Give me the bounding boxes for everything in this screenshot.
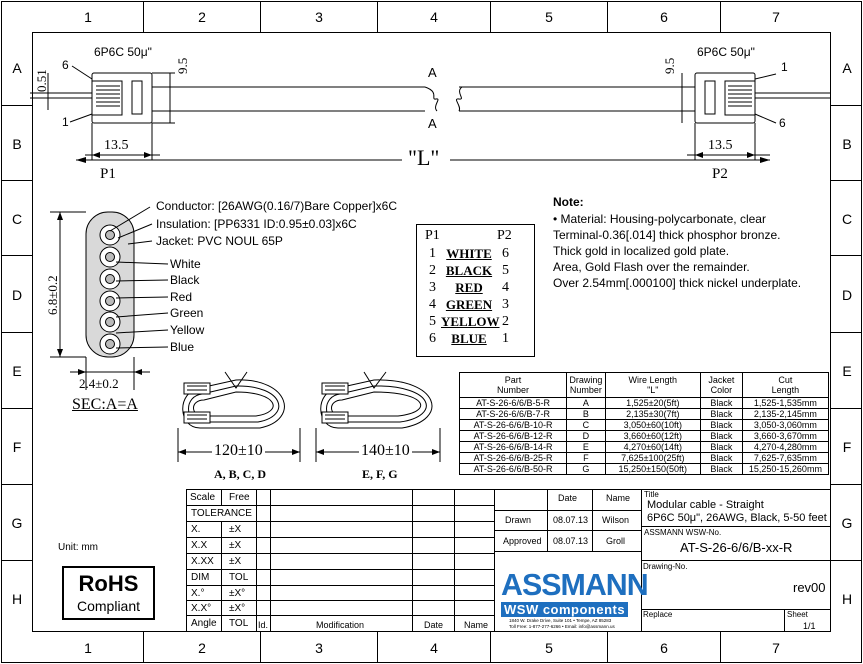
wsw-no-value: AT-S-26-6/6/B-xx-R [680, 540, 793, 555]
parts-table-cell: Black [700, 431, 742, 442]
insulation-label: Insulation: [PP6331 ID:0.95±0.03]x6C [156, 217, 357, 231]
coil-2-labels: E, F, G [362, 467, 398, 481]
parts-table-header: Jacket Color [700, 373, 742, 398]
title-line-2: 6P6C 50μ", 26AWG, Black, 5-50 feet [647, 512, 827, 524]
tolerance-value: ±X [229, 556, 242, 567]
zone-col-4-bottom: 4 [430, 640, 438, 656]
zone-row-h-right: H [841, 591, 853, 607]
conductor-label: Conductor: [26AWG(0.16/7)Bare Copper]x6C [156, 199, 398, 213]
parts-table-header: Wire Length "L" [605, 373, 700, 398]
pinout-wire-color: BLUE [451, 331, 487, 346]
sheet-label: Sheet [787, 610, 808, 619]
pinout-wire-color: WHITE [446, 246, 492, 261]
parts-table-cell: 7,625-7,635mm [742, 453, 828, 464]
parts-table-cell: 3,050±60(10ft) [605, 420, 700, 431]
zone-row-c-right: C [841, 211, 853, 227]
tolerance-title: TOLERANCE [191, 508, 252, 519]
left-lead-dim: 0.51 [34, 69, 49, 92]
logo-brand: ASSMANN [501, 567, 648, 602]
title-line-1: Modular cable - Straight [647, 499, 764, 511]
tolerance-value: TOL [229, 618, 249, 629]
pinout-p1-pin: 1 [429, 246, 436, 261]
jacket-label: Jacket: PVC NOUL 65P [156, 234, 283, 248]
logo-address: 1840 W. Drake Drive, Suite 101 • Tempe, AZ 85283 [509, 618, 612, 623]
zone-col-2-top: 2 [198, 9, 206, 25]
note-line-5: Over 2.54mm[.000100] thick nickel underplate. [553, 276, 802, 290]
parts-table-cell: Black [700, 420, 742, 431]
rev-name-header: Name [464, 620, 489, 630]
logo-contact: Toll Free: 1-877-277-6266 • Email: info@assmann.us [509, 624, 615, 629]
scale-label: Scale [190, 492, 216, 503]
zone-col-1-bottom: 1 [84, 640, 92, 656]
note-line-1: • Material: Housing-polycarbonate, clear [553, 212, 766, 226]
tolerance-value: TOL [229, 572, 249, 583]
parts-table-header: Drawing Number [567, 373, 606, 398]
zone-col-1-top: 1 [84, 9, 92, 25]
parts-table-cell: 15,250±150(50ft) [605, 464, 700, 475]
left-pin-bottom: 1 [62, 115, 69, 129]
tolerance-dim: X.X° [191, 603, 212, 614]
parts-table-cell: AT-S-26-6/6/B-25-R [460, 453, 567, 464]
parts-table-cell: Black [700, 398, 742, 409]
zone-col-7-top: 7 [772, 9, 780, 25]
section-height-dim: 6.8±0.2 [45, 275, 60, 315]
parts-table-cell: AT-S-26-6/6/B-10-R [460, 420, 567, 431]
approved-date: 08.07.13 [553, 536, 589, 546]
drawn-name: Wilson [602, 515, 630, 525]
zone-row-f-right: F [842, 439, 852, 455]
right-connector-ref: P2 [712, 166, 728, 182]
approved-label: Approved [503, 536, 542, 546]
parts-table-header: Part Number [460, 373, 567, 398]
scale-value: Free [229, 492, 250, 503]
wire-color-white: White [170, 257, 201, 271]
right-pin-bottom: 6 [779, 116, 786, 130]
pinout-p1-pin: 5 [429, 314, 436, 329]
pinout-p1-pin: 4 [429, 297, 436, 312]
wire-color-yellow: Yellow [170, 323, 205, 337]
wire-color-red: Red [170, 290, 193, 304]
sheet-value: 1/1 [803, 621, 816, 631]
parts-table-cell: Black [700, 453, 742, 464]
left-height-dim: 9.5 [175, 57, 190, 74]
title-label: Title [644, 490, 659, 499]
pinout-p1-pin: 2 [429, 263, 436, 278]
zone-row-e-left: E [12, 363, 22, 379]
zone-row-c-left: C [11, 211, 23, 227]
zone-row-g-left: G [11, 515, 23, 531]
parts-table-cell: D [567, 431, 606, 442]
zone-row-h-left: H [11, 591, 23, 607]
pinout-header-p1: P1 [425, 228, 440, 243]
note-line-2: Terminal-0.36[.014] thick phosphor bronze. [553, 228, 781, 242]
zone-col-6-top: 6 [660, 9, 668, 25]
parts-table-cell: 4,270-4,280mm [742, 442, 828, 453]
left-length-dim: 13.5 [104, 138, 129, 153]
tolerance-dim: DIM [191, 572, 210, 583]
zone-col-4-top: 4 [430, 9, 438, 25]
parts-table-cell: 15,250-15,260mm [742, 464, 828, 475]
drawn-date: 08.07.13 [553, 515, 589, 525]
parts-table-cell: G [567, 464, 606, 475]
parts-table-cell: 1,525±20(5ft) [605, 398, 700, 409]
right-height-dim: 9.5 [662, 57, 677, 74]
pinout-wire-color: RED [455, 280, 483, 295]
zone-row-f-left: F [12, 439, 22, 455]
parts-table-cell: E [567, 442, 606, 453]
rev-date-header: Date [424, 620, 444, 630]
parts-table-cell: B [567, 409, 606, 420]
approval-name-header: Name [606, 493, 631, 503]
parts-table-cell: Black [700, 442, 742, 453]
pinout-p2-pin: 3 [502, 297, 509, 312]
parts-table-cell: 4,270±60(14ft) [605, 442, 700, 453]
tolerance-value: ±X [229, 540, 242, 551]
coil-1-dim: 120±10 [214, 442, 263, 459]
approval-date-header: Date [558, 493, 578, 503]
parts-table-cell: AT-S-26-6/6/B-50-R [460, 464, 567, 475]
drawing-no-label: Drawing-No. [643, 562, 688, 571]
zone-row-g-right: G [841, 515, 853, 531]
parts-table-cell: Black [700, 409, 742, 420]
tolerance-dim: X.XX [191, 556, 214, 567]
zone-row-d-left: D [11, 287, 23, 303]
pinout-p2-pin: 1 [502, 331, 509, 346]
wire-color-green: Green [170, 306, 204, 320]
rev-id-header: Id. [258, 620, 269, 630]
zone-col-5-top: 5 [545, 9, 553, 25]
parts-table-cell: 2,135-2,145mm [742, 409, 828, 420]
parts-table-cell: AT-S-26-6/6/B-12-R [460, 431, 567, 442]
unit-label: Unit: mm [58, 542, 98, 553]
parts-table-header: Cut Length [742, 373, 828, 398]
parts-table-cell: AT-S-26-6/6/B-7-R [460, 409, 567, 420]
note-line-4: Area, Gold Flash over the remainder. [553, 260, 750, 274]
logo-subbrand: WSW components [501, 602, 628, 617]
parts-table-cell: F [567, 453, 606, 464]
zone-row-e-right: E [842, 363, 852, 379]
zone-col-2-bottom: 2 [198, 640, 206, 656]
tolerance-dim: X.° [191, 588, 205, 599]
tolerance-value: ±X° [229, 588, 246, 599]
pinout-p1-pin: 6 [429, 331, 436, 346]
pinout-wire-color: GREEN [445, 297, 493, 312]
replace-label: Replace [643, 610, 673, 619]
zone-col-5-bottom: 5 [545, 640, 553, 656]
rohs-title: RoHS [78, 571, 139, 596]
pinout-header-p2: P2 [497, 228, 512, 243]
rohs-subtitle: Compliant [76, 598, 141, 614]
note-line-3: Thick gold in localized gold plate. [553, 244, 730, 258]
pinout-p2-pin: 5 [502, 263, 509, 278]
coil-2-dim: 140±10 [361, 442, 410, 459]
tolerance-dim: Angle [191, 618, 217, 629]
left-connector-ref: P1 [100, 166, 116, 182]
zone-row-b-left: B [12, 136, 22, 152]
rohs-badge [62, 566, 155, 620]
assmann-logo [497, 567, 648, 629]
drawn-label: Drawn [505, 515, 532, 525]
wire-color-blue: Blue [170, 340, 195, 354]
zone-row-a-right: A [842, 60, 852, 76]
parts-table-cell: A [567, 398, 606, 409]
parts-table-cell: 3,660-3,670mm [742, 431, 828, 442]
tolerance-value: ±X [229, 524, 242, 535]
section-width-dim: 2.4±0.2 [79, 376, 119, 391]
parts-table-cell: 3,660±60(12ft) [605, 431, 700, 442]
pinout-p1-pin: 3 [429, 280, 436, 295]
right-connector-name: 6P6C 50μ" [697, 45, 755, 59]
zone-row-a-left: A [12, 60, 22, 76]
tolerance-value: ±X° [229, 603, 246, 614]
cable-length-label: "L" [408, 145, 440, 170]
parts-table-cell: AT-S-26-6/6/B-5-R [460, 398, 567, 409]
pinout-wire-color: BLACK [445, 263, 493, 278]
revision-number: rev00 [793, 580, 826, 595]
wire-color-black: Black [170, 273, 200, 287]
parts-table-cell: 1,525-1,535mm [742, 398, 828, 409]
right-pin-top: 1 [781, 60, 788, 74]
tolerance-dim: X.X [191, 540, 208, 551]
parts-table-cell: 7,625±100(25ft) [605, 453, 700, 464]
zone-col-7-bottom: 7 [772, 640, 780, 656]
zone-row-d-right: D [841, 287, 853, 303]
wsw-no-label: ASSMANN WSW-No. [644, 528, 722, 537]
approved-name: Groll [606, 536, 626, 546]
tolerance-dim: X. [191, 524, 201, 535]
break-label-top: A [428, 65, 437, 80]
parts-table-cell: 3,050-3,060mm [742, 420, 828, 431]
left-pin-top: 6 [62, 58, 69, 72]
pinout-p2-pin: 6 [502, 246, 509, 261]
left-connector-name: 6P6C 50μ" [94, 45, 152, 59]
zone-col-3-bottom: 3 [315, 640, 323, 656]
note-title: Note: [553, 195, 584, 209]
right-length-dim: 13.5 [708, 138, 733, 153]
zone-row-b-right: B [842, 136, 852, 152]
section-label: SEC:A=A [72, 396, 138, 413]
zone-col-3-top: 3 [315, 9, 323, 25]
parts-table-cell: AT-S-26-6/6/B-14-R [460, 442, 567, 453]
zone-col-6-bottom: 6 [660, 640, 668, 656]
rev-modification-header: Modification [316, 620, 365, 630]
pinout-p2-pin: 2 [502, 314, 509, 329]
parts-table-cell: Black [700, 464, 742, 475]
break-label-bottom: A [428, 116, 437, 131]
parts-table-cell: C [567, 420, 606, 431]
pinout-wire-color: YELLOW [441, 314, 500, 329]
coil-1-labels: A, B, C, D [214, 467, 267, 481]
parts-table-cell: 2,135±30(7ft) [605, 409, 700, 420]
pinout-p2-pin: 4 [502, 280, 509, 295]
